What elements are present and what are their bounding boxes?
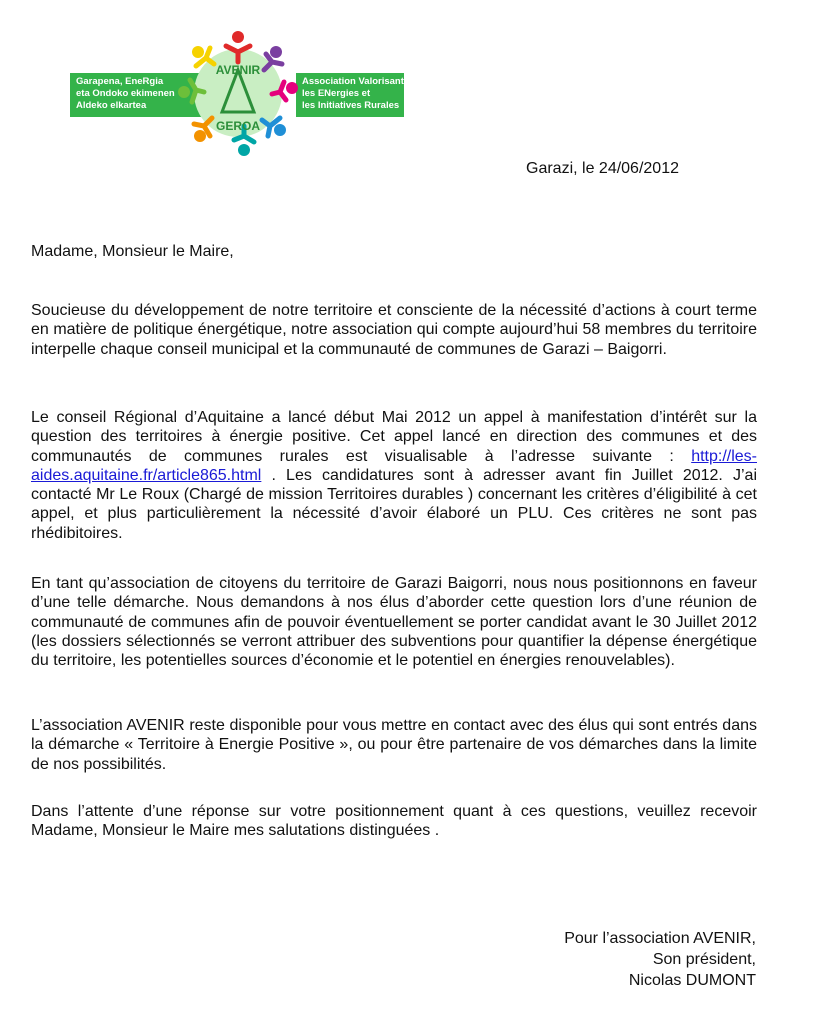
paragraph-2: [31, 408, 757, 543]
signature-block: [564, 928, 756, 991]
paragraph-2-intro: Le conseil Régional d’Aquitaine a lancé début Mai 2012 un appel à manifestation d’intérêt sur la question des territoires à énergie positive. Cet appel lancé en direction des communes et des communautés de communes rurales est visualisable à l’adresse suivante :: [31, 409, 757, 465]
logo-wordmark-top: AVENIR: [215, 63, 261, 77]
paragraph-4: L’association AVENIR reste disponible pour vous mettre en contact avec des élus qui sont entrés dans la démarche « Territoire à Energie Positive », ou pour être partenaire de vos démarches dans la limite de nos possibilités.: [31, 717, 757, 773]
logo-wordmark-bottom: GEROA: [215, 119, 261, 133]
signature-role: Son président,: [652, 951, 756, 968]
association-logo: [70, 26, 406, 160]
paragraph-1: Soucieuse du développement de notre territoire et consciente de la nécessité d’actions à court terme en matière de politique énergétique, notre association qui compte aujourd’hui 58 membres du territoire interpelle chaque conseil municipal et la communauté de communes de Garazi – Baigorri.: [31, 302, 757, 358]
paragraph-3: En tant qu’association de citoyens du territoire de Garazi Baigorri, nous nous positionnons en faveur d’une telle démarche. Nous demandons à nos élus d’aborder cette question lors d’une réunion de communauté de communes afin de pouvoir éventuellement se porter candidat avant le 30 Juillet 2012 (les dossiers sélectionnés se verront attribuer des subventions pour quantifier la dépense énergétique du territoire, les potentielles sources d’économie et le potentiel en énergies renouvelables).: [31, 575, 757, 670]
signature-name: Nicolas DUMONT: [628, 972, 756, 989]
paragraph-2-rest: . Les candidatures sont à adresser avant fin Juillet 2012. J’ai contacté Mr Le Roux (Chargé de mission Territoires durables ) concernant les critères d’éligibilité à cet appel, et plus particulièrement la nécessité d’avoir élaboré un PLU. Ces critères ne sont pas rhédibitoires.: [31, 466, 757, 542]
people-circle-icon: [174, 26, 302, 160]
logo-french-name: Association Valorisant les ENergies et les Initiatives Rurales: [302, 76, 404, 111]
letter-date: Garazi, le 24/06/2012: [526, 160, 679, 177]
paragraph-5: Dans l’attente d’une réponse sur votre positionnement quant à ces questions, veuillez recevoir Madame, Monsieur le Maire mes salutations distinguées .: [31, 803, 757, 840]
signature-organisation: Pour l’association AVENIR,: [564, 930, 756, 947]
salutation: Madame, Monsieur le Maire,: [31, 243, 234, 260]
logo-basque-name: Garapena, EneRgia eta Ondoko ekimenen Aldeko elkartea: [76, 76, 175, 111]
aquitaine-aid-link[interactable]: http://les-aides.aquitaine.fr/article865.html: [31, 447, 757, 484]
